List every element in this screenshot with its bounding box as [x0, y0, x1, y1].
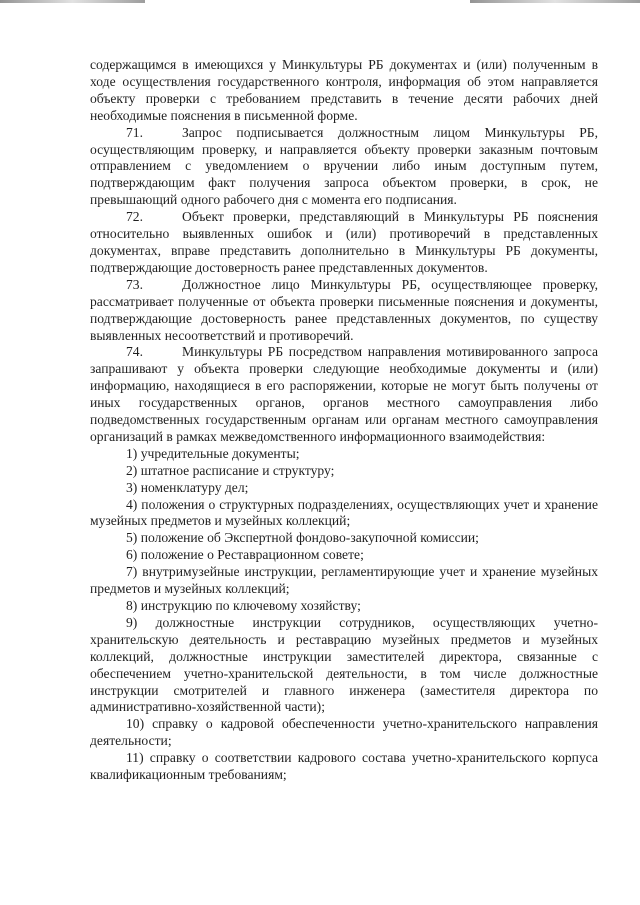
list-item: 5) положение об Экспертной фондово-закупочной комиссии;: [126, 530, 479, 546]
list-item: 10) справку о кадровой обеспеченности учетно-хранительского направления деятельности;: [90, 716, 598, 749]
list-item: 9) должностные инструкции сотрудников, осуществляющих учетно-хранительскую деятельность и реставрацию музейных предметов и музейных коллекций, должностные инструкции заместителей директора, связанные с обеспечением учетно-хранительской деятельности, в том числе должностные инструкции смотрителей и главного инженера (заместителя директора по административно-хозяйственной части);: [90, 614, 598, 715]
paragraph-number: 71.: [126, 124, 143, 140]
list-item: 6) положение о Реставрационном совете;: [126, 547, 364, 563]
list-item: 8) инструкцию по ключевому хозяйству;: [126, 598, 361, 613]
scan-edge-artifact-right: [470, 0, 640, 3]
list-item: 7) внутримузейные инструкции, регламентирующие учет и хранение музейных предметов и музейных коллекций;: [90, 564, 598, 597]
paragraph-text: Должностное лицо Минкультуры РБ, осуществляющее проверку, рассматривает полученные от объекта проверки письменные пояснения и документы, подтверждающие достоверность ранее представленных документов, по существу выявленных несоответствий и противоречий.: [90, 276, 598, 343]
document-page: [90, 57, 598, 784]
paragraph-number: 73.: [126, 276, 143, 292]
paragraph-71: [90, 125, 598, 210]
continuation-paragraph: содержащимся в имеющихся у Минкультуры РБ документах и (или) полученным в ходе осуществления государственного контроля, информация об этом направляется объекту проверки с требованием представить в течение десяти рабочих дней необходимые пояснения в письменной форме.: [90, 57, 598, 123]
paragraph-73: [90, 277, 598, 345]
scan-edge-artifact-left: [0, 0, 145, 3]
paragraph-text: Объект проверки, представляющий в Минкультуры РБ пояснения относительно выявленных ошибок и (или) противоречий в представленных документах, вправе представить дополнительно в Минкультуры РБ документы, подтверждающие достоверность ранее представленных документов.: [90, 209, 598, 275]
paragraph-72: [90, 209, 598, 277]
paragraph-number: 74.: [126, 344, 143, 360]
list-item: 4) положения о структурных подразделениях, осуществляющих учет и хранение музейных предметов и музейных коллекций;: [90, 496, 598, 529]
list-item: 2) штатное расписание и структуру;: [126, 462, 335, 478]
paragraph-text: Минкультуры РБ посредством направления мотивированного запроса запрашивают у объекта проверки следующие необходимые документы и (или) информацию, находящиеся в его распоряжении, которые не могут быть получены от иных государственных органов, органов местного самоуправления либо подведомственных государственным органам или органам местного самоуправления организаций в рамках межведомственного информационного взаимодействия:: [90, 344, 598, 444]
paragraph-74: [90, 344, 598, 445]
paragraph-text: Запрос подписывается должностным лицом Минкультуры РБ, осуществляющим проверку, и направляется объекту проверки заказным почтовым отправлением с уведомлением о вручении либо иным доступным путем, подтверждающим факт получения запроса объектом проверки, в срок, не превышающий одного рабочего дня с момента его подписания.: [90, 124, 598, 208]
list-item: 11) справку о соответствии кадрового состава учетно-хранительского корпуса квалификационным требованиям;: [90, 750, 598, 783]
paragraph-number: 72.: [126, 209, 143, 225]
list-item: 3) номенклатуру дел;: [126, 479, 249, 495]
list-item: 1) учредительные документы;: [126, 445, 300, 461]
